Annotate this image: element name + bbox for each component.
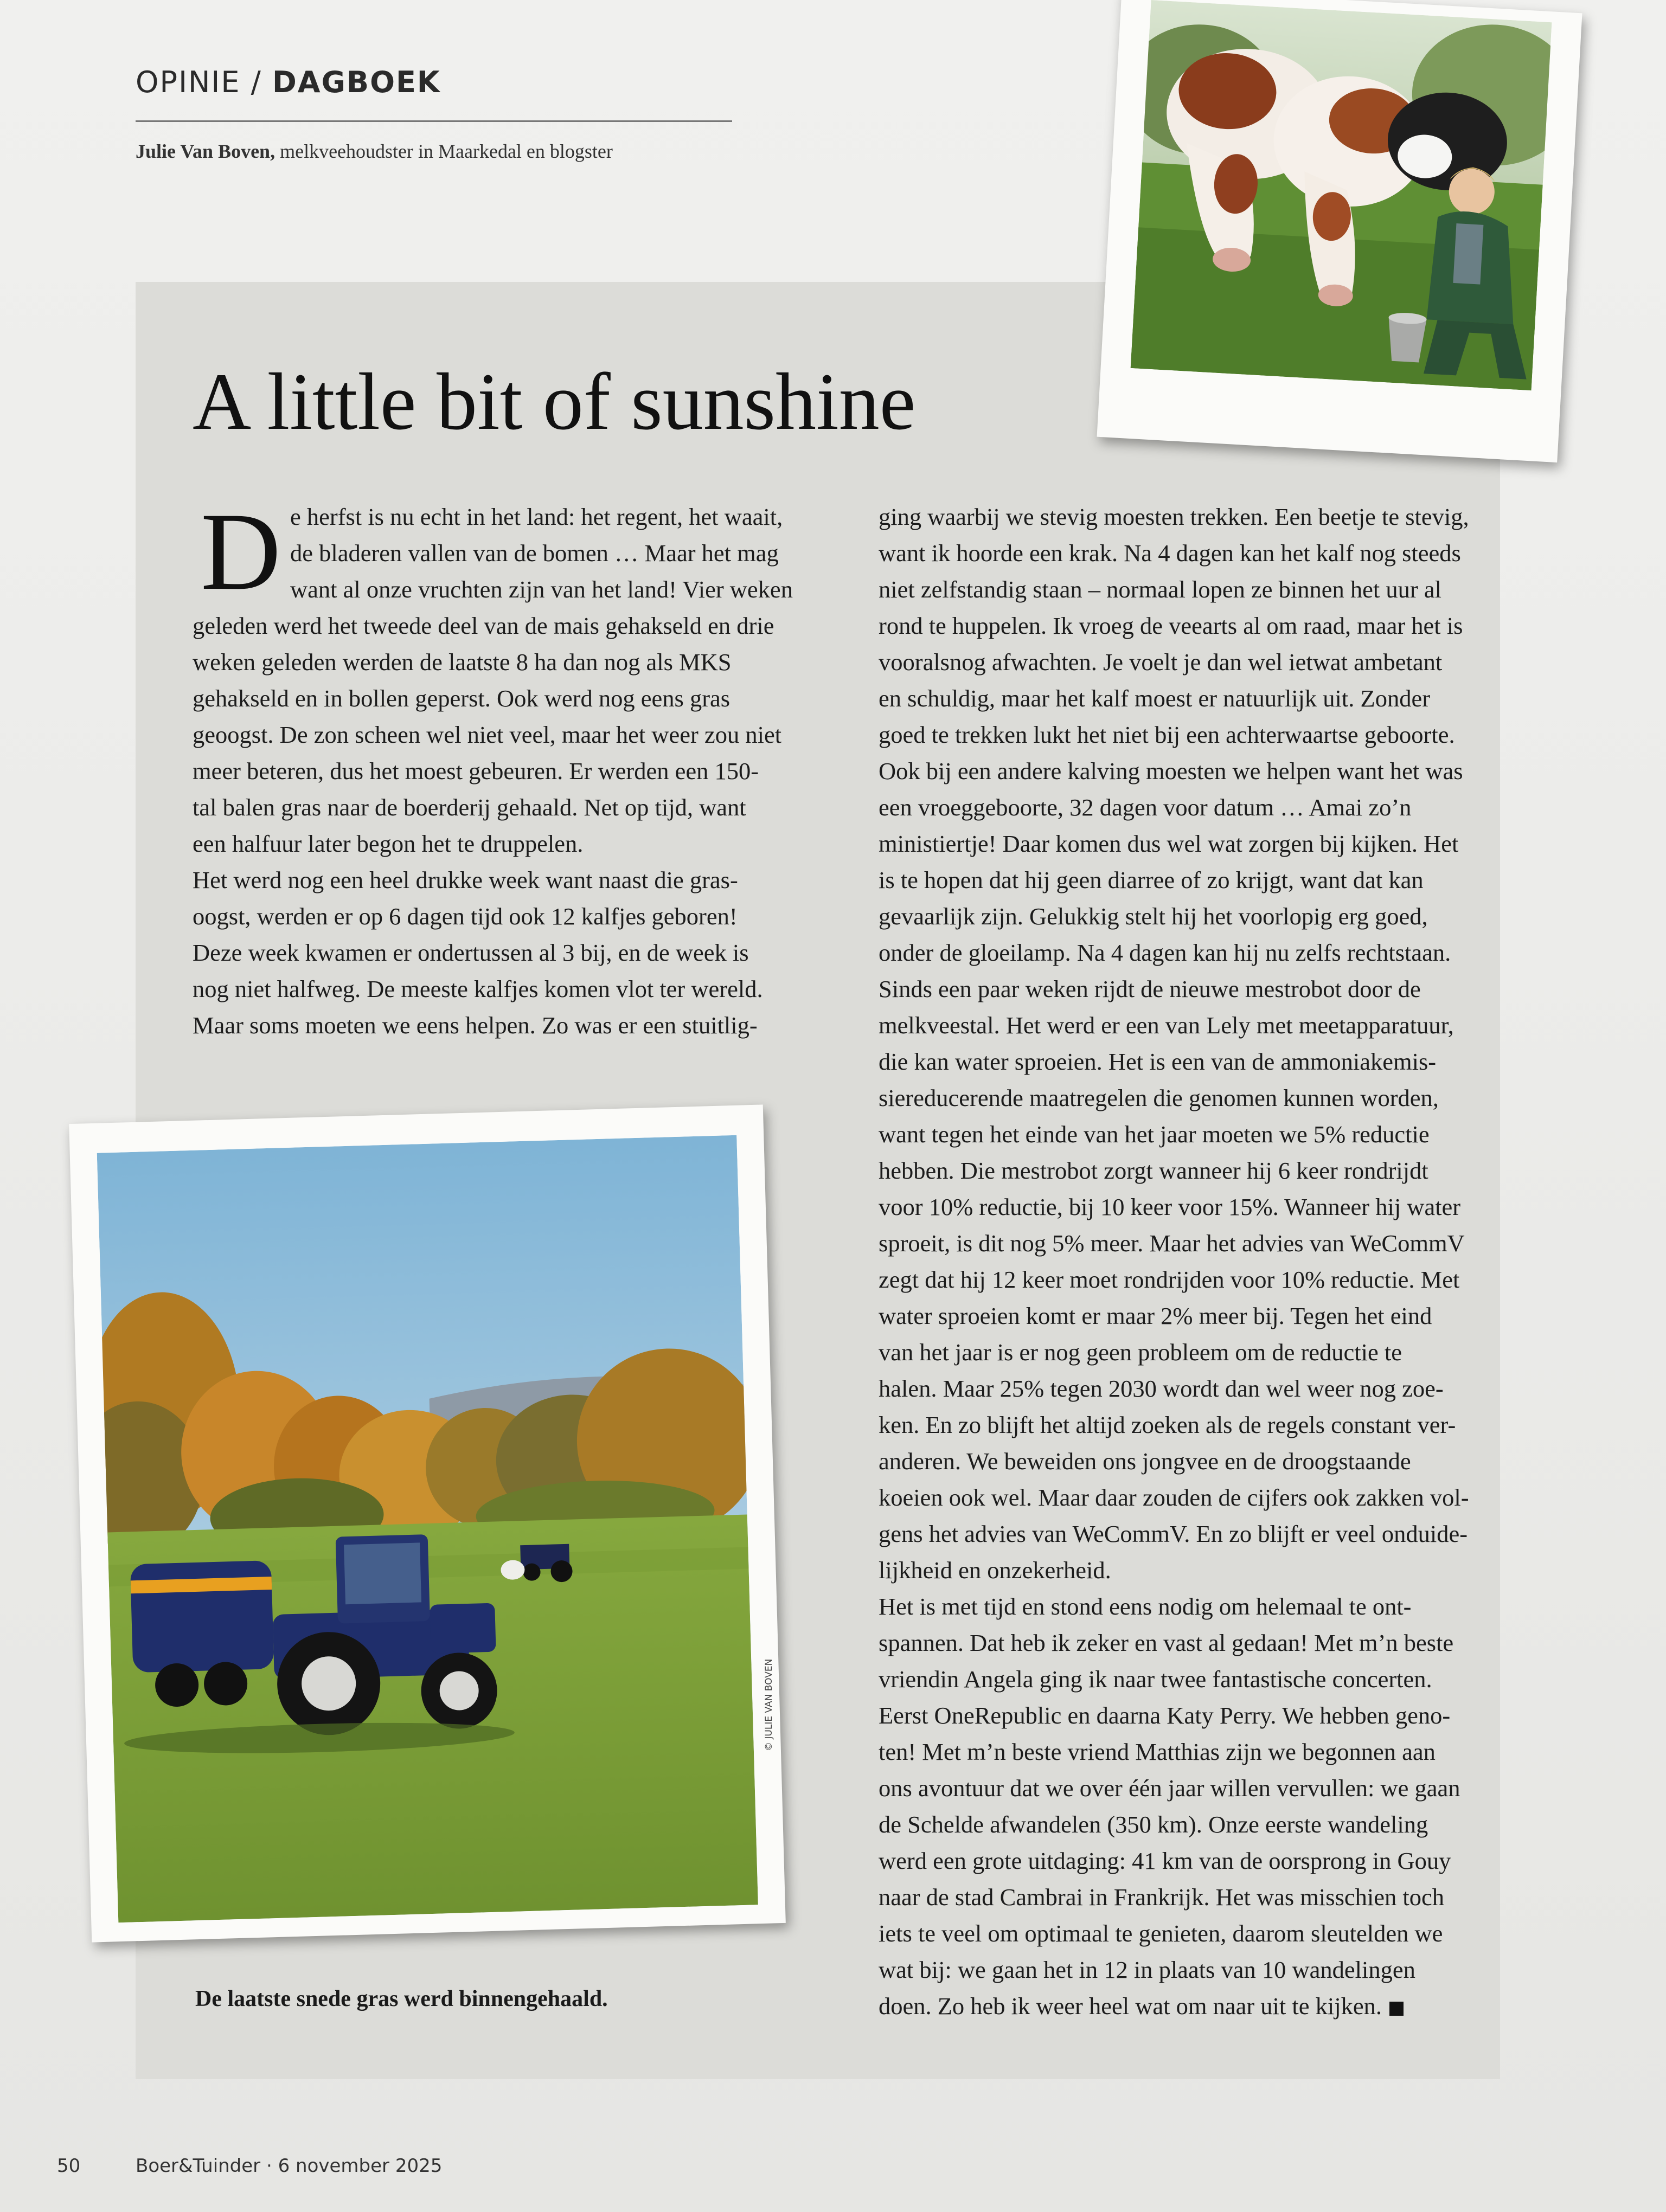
article-line: Ook bij een andere kalving moesten we helpen want het was bbox=[879, 757, 1463, 785]
article-line: naar de stad Cambrai in Frankrijk. Het was misschien toch bbox=[879, 1883, 1445, 1911]
article-line: Sinds een paar weken rijdt de nieuwe mestrobot door de bbox=[879, 975, 1421, 1002]
article-line: nog niet halfweg. De meeste kalfjes komen vlot ter wereld. bbox=[193, 975, 763, 1002]
photo-caption: De laatste snede gras werd binnengehaald. bbox=[195, 1986, 608, 2011]
article-line: Eerst OneRepublic en daarna Katy Perry. We hebben geno- bbox=[879, 1702, 1451, 1729]
article-line: lijkheid en onzekerheid. bbox=[879, 1557, 1111, 1584]
article-line: halen. Maar 25% tegen 2030 wordt dan wel weer nog zoe- bbox=[879, 1375, 1444, 1402]
article-line: doen. Zo heb ik weer heel wat om naar uit te kijken. bbox=[879, 1988, 1469, 2024]
article-line: werd een grote uitdaging: 41 km van de oorsprong in Gouy bbox=[879, 1847, 1451, 1874]
page-number: 50 bbox=[57, 2155, 81, 2177]
article-line: want ik hoorde een krak. Na 4 dagen kan het kalf nog steeds bbox=[879, 539, 1461, 567]
article-line: gevaarlijk zijn. Gelukkig stelt hij het voorlopig erg goed, bbox=[879, 903, 1428, 930]
article-line: iets te veel om optimaal te genieten, daarom sleutelden we bbox=[879, 1920, 1443, 1947]
article-line: koeien ook wel. Maar daar zouden de cijfers ook zakken vol- bbox=[879, 1484, 1469, 1511]
article-line: gehakseld en in bollen geperst. Ook werd nog eens gras bbox=[193, 685, 731, 712]
author-line bbox=[136, 140, 613, 163]
cows-image bbox=[1131, 0, 1552, 390]
article-line: die kan water sproeien. Het is een van de ammoniakemis- bbox=[879, 1048, 1437, 1075]
author-name: Julie Van Boven, bbox=[136, 140, 275, 162]
end-of-article-mark bbox=[1389, 2002, 1404, 2016]
article-line: zegt dat hij 12 keer moet rondrijden voor 10% reductie. Met bbox=[879, 1266, 1460, 1293]
article-line: weken geleden werden de laatste 8 ha dan nog als MKS bbox=[193, 648, 732, 676]
article-line: melkveestal. Het werd er een van Lely met meetapparatuur, bbox=[879, 1012, 1454, 1039]
article-line: een halfuur later begon het te druppelen. bbox=[193, 830, 584, 857]
article-line: de bladeren vallen van de bomen … Maar het mag bbox=[290, 539, 779, 567]
cows-photo bbox=[1097, 0, 1582, 462]
article-line: een vroeggeboorte, 32 dagen voor datum … Amai zo’n bbox=[879, 794, 1412, 821]
article-line: hebben. Die mestrobot zorgt wanneer hij 6 keer rondrijdt bbox=[879, 1157, 1428, 1184]
article-line: Maar soms moeten we eens helpen. Zo was er een stuitlig- bbox=[193, 1012, 758, 1039]
article-line: geleden werd het tweede deel van de mais gehakseld en drie bbox=[193, 612, 774, 639]
article-line: sproeit, is dit nog 5% meer. Maar het advies van WeCommV bbox=[879, 1230, 1465, 1257]
article-line: goed te trekken lukt het niet bij een achterwaartse geboorte. bbox=[879, 721, 1455, 748]
article-line: ging waarbij we stevig moesten trekken. Een beetje te stevig, bbox=[879, 503, 1469, 530]
author-role: melkveehoudster in Maarkedal en blogster bbox=[280, 140, 613, 162]
tractor-image bbox=[97, 1135, 758, 1922]
article-line: en schuldig, maar het kalf moest er natuurlijk uit. Zonder bbox=[879, 685, 1431, 712]
article-column-1 bbox=[193, 490, 793, 1044]
drop-cap: D bbox=[201, 490, 281, 613]
article-line: Deze week kwamen er ondertussen al 3 bij, en de week is bbox=[193, 939, 749, 966]
section-header bbox=[136, 65, 441, 99]
publication-footer: Boer&Tuinder · 6 november 2025 bbox=[136, 2155, 443, 2177]
article-line: gens het advies van WeCommV. En zo blijft er veel onduide- bbox=[879, 1520, 1468, 1547]
article-line: voor 10% reductie, bij 10 keer voor 15%. Wanneer hij water bbox=[879, 1193, 1461, 1220]
article-line: e herfst is nu echt in het land: het regent, het waait, bbox=[290, 503, 783, 530]
article-line: Het werd nog een heel drukke week want naast die gras- bbox=[193, 866, 738, 893]
article-line: vooralsnog afwachten. Je voelt je dan wel ietwat ambetant bbox=[879, 648, 1443, 676]
article-line: ken. En zo blijft het altijd zoeken als de regels constant ver- bbox=[879, 1411, 1456, 1438]
tractor-photo bbox=[69, 1104, 786, 1942]
article-line: ten! Met m’n beste vriend Matthias zijn we begonnen aan bbox=[879, 1738, 1436, 1765]
article-line: ons avontuur dat we over één jaar willen vervullen: we gaan bbox=[879, 1774, 1460, 1802]
article-line: oogst, werden er op 6 dagen tijd ook 12 kalfjes geboren! bbox=[193, 903, 738, 930]
article-line: van het jaar is er nog geen probleem om de reductie te bbox=[879, 1339, 1402, 1366]
photo-credit bbox=[764, 1729, 774, 1751]
article-line: onder de gloeilamp. Na 4 dagen kan hij nu zelfs rechtstaan. bbox=[879, 939, 1451, 966]
subsection-label: DAGBOEK bbox=[272, 65, 441, 99]
article-line: tal balen gras naar de boerderij gehaald. Net op tijd, want bbox=[193, 794, 746, 821]
header-rule bbox=[136, 120, 732, 122]
article-line: water sproeien komt er maar 2% meer bij. Tegen het eind bbox=[879, 1302, 1432, 1329]
article-line: wat bij: we gaan het in 12 in plaats van 10 wandelingen bbox=[879, 1956, 1415, 1983]
article-line: siereducerende maatregelen die genomen kunnen worden, bbox=[879, 1084, 1439, 1111]
article-line: anderen. We beweiden ons jongvee en de droogstaande bbox=[879, 1448, 1411, 1475]
article-line: meer beteren, dus het moest gebeuren. Er werden een 150- bbox=[193, 757, 759, 785]
article-line: ministiertje! Daar komen dus wel wat zorgen bij kijken. Het bbox=[879, 830, 1459, 857]
article-title: A little bit of sunshine bbox=[193, 357, 916, 447]
article-line: want al onze vruchten zijn van het land! Vier weken bbox=[290, 576, 793, 603]
article-line: is te hopen dat hij geen diarree of zo krijgt, want dat kan bbox=[879, 866, 1424, 893]
article-line: want tegen het einde van het jaar moeten we 5% reductie bbox=[879, 1121, 1430, 1148]
article-line: vriendin Angela ging ik naar twee fantastische concerten. bbox=[879, 1666, 1432, 1693]
article-line: Het is met tijd en stond eens nodig om helemaal te ont- bbox=[879, 1593, 1412, 1620]
section-label: OPINIE bbox=[136, 65, 241, 99]
section-separator: / bbox=[251, 65, 262, 99]
article-line: spannen. Dat heb ik zeker en vast al gedaan! Met m’n beste bbox=[879, 1629, 1454, 1656]
article-line: de Schelde afwandelen (350 km). Onze eerste wandeling bbox=[879, 1811, 1428, 1838]
article-line: niet zelfstandig staan – normaal lopen ze binnen het uur al bbox=[879, 576, 1441, 603]
article-column-2 bbox=[879, 499, 1469, 2024]
article-line: rond te huppelen. Ik vroeg de veearts al om raad, maar het is bbox=[879, 612, 1463, 639]
article-line: geoogst. De zon scheen wel niet veel, maar het weer zou niet bbox=[193, 721, 782, 748]
